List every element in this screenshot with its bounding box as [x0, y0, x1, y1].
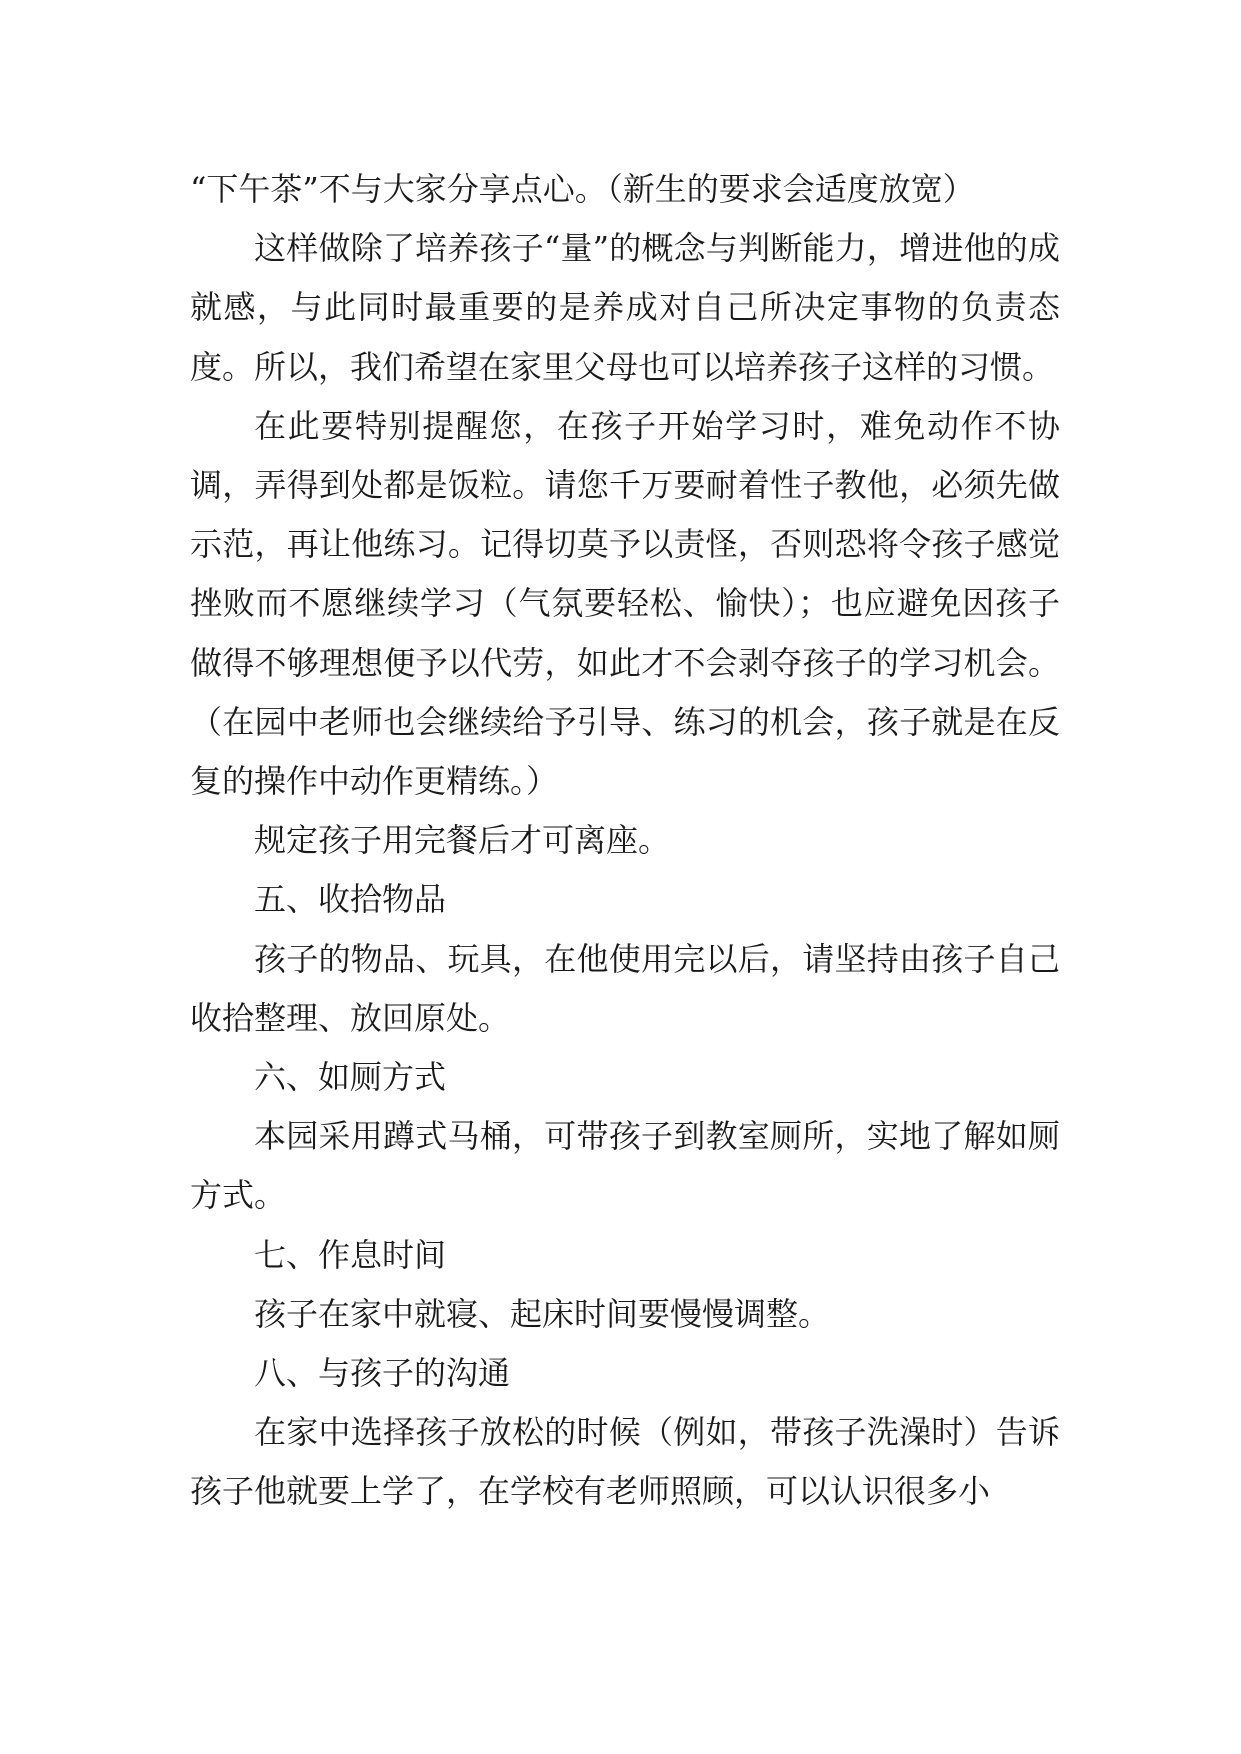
paragraph-leave-seat-rule: 规定孩子用完餐后才可离座。 [254, 821, 671, 860]
paragraph-quantity-concept: 这样做除了培养孩子“量”的概念与判断能力，增进他的成就感，与此同时最重要的是养成对自己所决定事物的负责态度。所以，我们希望在家里父母也可以培养孩子这样的习惯。 [190, 229, 1060, 386]
paragraph-toilet: 本园采用蹲式马桶，可带孩子到教室厕所，实地了解如厕方式。 [190, 1117, 1060, 1215]
section-heading-communication: 八、与孩子的沟通 [254, 1354, 511, 1393]
document-body [190, 160, 1060, 1522]
section-heading-schedule: 七、作息时间 [254, 1235, 447, 1274]
paragraph-communication: 在家中选择孩子放松的时候（例如，带孩子洗澡时）告诉孩子他就要上学了，在学校有老师照顾，可以认识很多小 [190, 1413, 1060, 1511]
paragraph-tidy-up: 孩子的物品、玩具，在他使用完以后，请坚持由孩子自己收拾整理、放回原处。 [190, 939, 1060, 1037]
paragraph-reminder: 在此要特别提醒您，在孩子开始学习时，难免动作不协调，弄得到处都是饭粒。请您千万要耐着性子教他，必须先做示范，再让他练习。记得切莫予以责怪，否则恐将令孩子感觉挫败而不愿继续学习（气氛要轻松、愉快）；也应避免因孩子做得不够理想便予以代劳，如此才不会剥夺孩子的学习机会。（在园中老师也会继续给予引导、练习的机会，孩子就是在反复的操作中动作更精练。） [190, 406, 1060, 801]
paragraph-afternoon-tea: “下午茶”不与大家分享点心。（新生的要求会适度放宽） [190, 170, 975, 208]
paragraph-schedule: 孩子在家中就寝、起床时间要慢慢调整。 [254, 1294, 831, 1333]
section-heading-tidy-up: 五、收拾物品 [254, 880, 447, 919]
section-heading-toilet: 六、如厕方式 [254, 1058, 447, 1097]
